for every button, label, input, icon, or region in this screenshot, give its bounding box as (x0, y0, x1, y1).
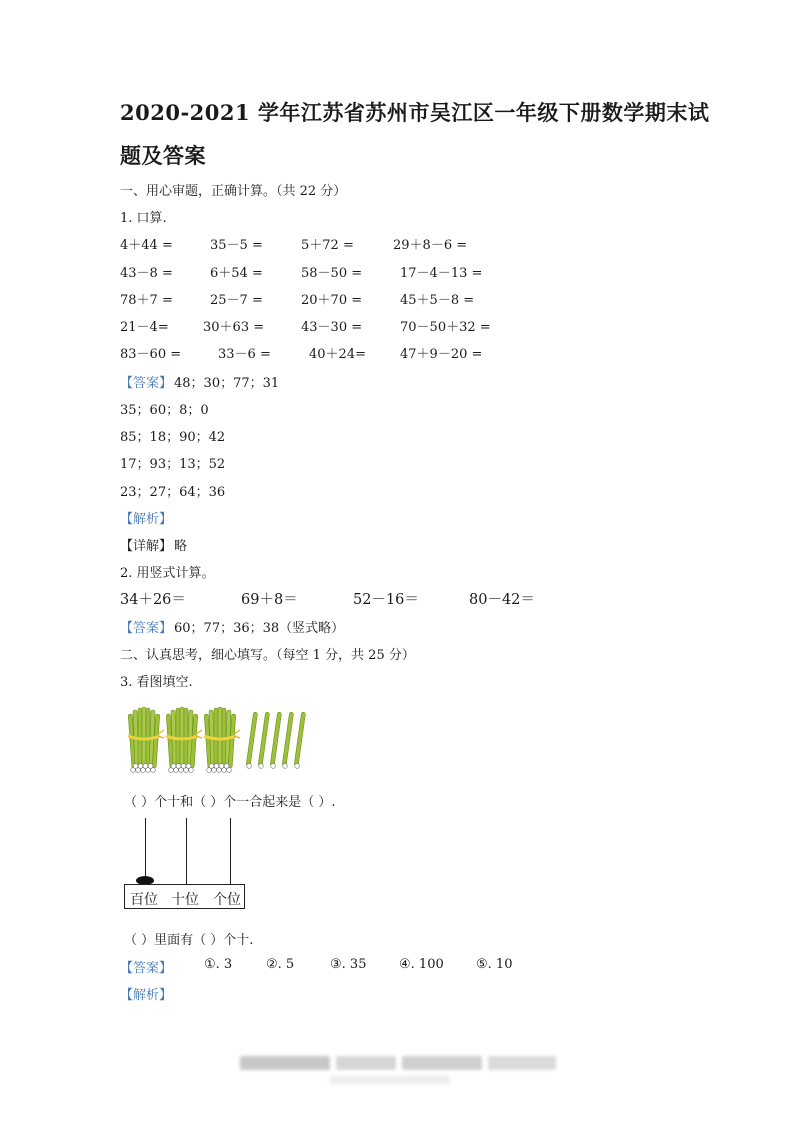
q1-answer-line: 17；93；13；52 (120, 457, 226, 472)
single-sticks-figure (245, 708, 315, 772)
q3-answer-tag: 【答案】 (120, 961, 173, 976)
ones-place-label: 个位 (213, 892, 241, 908)
q1-answer-line: 23；27；64；36 (120, 485, 226, 500)
oral-calc-item: 17－4－13 = (400, 266, 483, 281)
oral-calc-item: 25－7 = (210, 293, 263, 308)
q3-answer-item: ④. 100 (399, 957, 444, 972)
vertical-calc-item: 80－42＝ (469, 592, 535, 608)
oral-calc-item: 40＋24= (309, 347, 366, 362)
q3-answer-item: ①. 3 (204, 957, 233, 972)
oral-calc-item: 33－6 = (218, 347, 271, 362)
document-title-line1: 2020-2021 学年江苏省苏州市吴江区一年级下册数学期末试 (120, 100, 710, 125)
q1-analysis-tag: 【解析】 (120, 512, 173, 527)
q3-answer-item: ⑤. 10 (476, 957, 513, 972)
q3-fill-blank-1: （ ）个十和（ ）个一合起来是（ ）. (124, 795, 336, 810)
q3-fill-blank-2: （ ）里面有（ ）个十. (124, 933, 254, 948)
hundreds-rod (145, 818, 146, 884)
section2-heading: 二、认真思考，细心填写。（每空 1 分，共 25 分） (120, 648, 415, 663)
oral-calc-item: 5＋72 = (301, 238, 354, 253)
oral-calc-item: 4＋44 = (120, 238, 173, 253)
oral-calc-item: 45＋5－8 = (400, 293, 475, 308)
q2-label: 2. 用竖式计算。 (120, 566, 215, 581)
blurred-watermark-sub (330, 1076, 450, 1084)
tens-place-label: 十位 (171, 892, 199, 908)
oral-calc-item: 83－60 = (120, 347, 182, 362)
vertical-calc-item: 52－16＝ (353, 592, 419, 608)
document-title-line2: 题及答案 (120, 143, 206, 168)
hundreds-place-label: 百位 (130, 892, 158, 908)
vertical-calc-item: 69＋8＝ (241, 592, 298, 608)
q1-detail-text: 略 (174, 539, 188, 554)
q1-answer-tag: 【答案】 (120, 376, 173, 391)
oral-calc-item: 58－50 = (301, 266, 363, 281)
oral-calc-item: 78＋7 = (120, 293, 173, 308)
oral-calc-item: 29＋8－6 = (393, 238, 468, 253)
q2-answer-tag: 【答案】 (120, 621, 173, 636)
oral-calc-item: 6＋54 = (210, 266, 263, 281)
q3-label: 3. 看图填空. (120, 675, 193, 690)
oral-calc-item: 47＋9－20 = (400, 347, 483, 362)
oral-calc-item: 21－4= (120, 320, 169, 335)
ones-rod (230, 818, 231, 884)
q2-answer-text: 60；77；36；38（竖式略） (174, 621, 345, 636)
vertical-calc-item: 34＋26＝ (120, 592, 186, 608)
oral-calc-item: 35－5 = (210, 238, 263, 253)
stick-bundle-icon (166, 707, 202, 772)
oral-calc-item: 20＋70 = (301, 293, 363, 308)
oral-calc-item: 43－30 = (301, 320, 363, 335)
blurred-watermark (240, 1056, 556, 1070)
q1-answer-line: 85；18；90；42 (120, 430, 226, 445)
oral-calc-item: 43－8 = (120, 266, 173, 281)
q3-answer-item: ③. 35 (330, 957, 367, 972)
q1-answer-line: 48；30；77；31 (174, 376, 280, 391)
q3-answer-item: ②. 5 (266, 957, 295, 972)
oral-calc-item: 30＋63 = (203, 320, 265, 335)
q1-label: 1. 口算. (120, 211, 167, 226)
q1-answer-line: 35；60；8；0 (120, 403, 209, 418)
tens-rod (186, 818, 187, 884)
oral-calc-item: 70－50＋32 = (400, 320, 491, 335)
q3-analysis-tag: 【解析】 (120, 988, 173, 1003)
q1-detail-tag: 【详解】 (120, 539, 173, 554)
stick-bundle-icon (204, 707, 240, 772)
stick-bundle-icon (128, 707, 164, 772)
section1-heading: 一、用心审题，正确计算。（共 22 分） (120, 184, 347, 199)
